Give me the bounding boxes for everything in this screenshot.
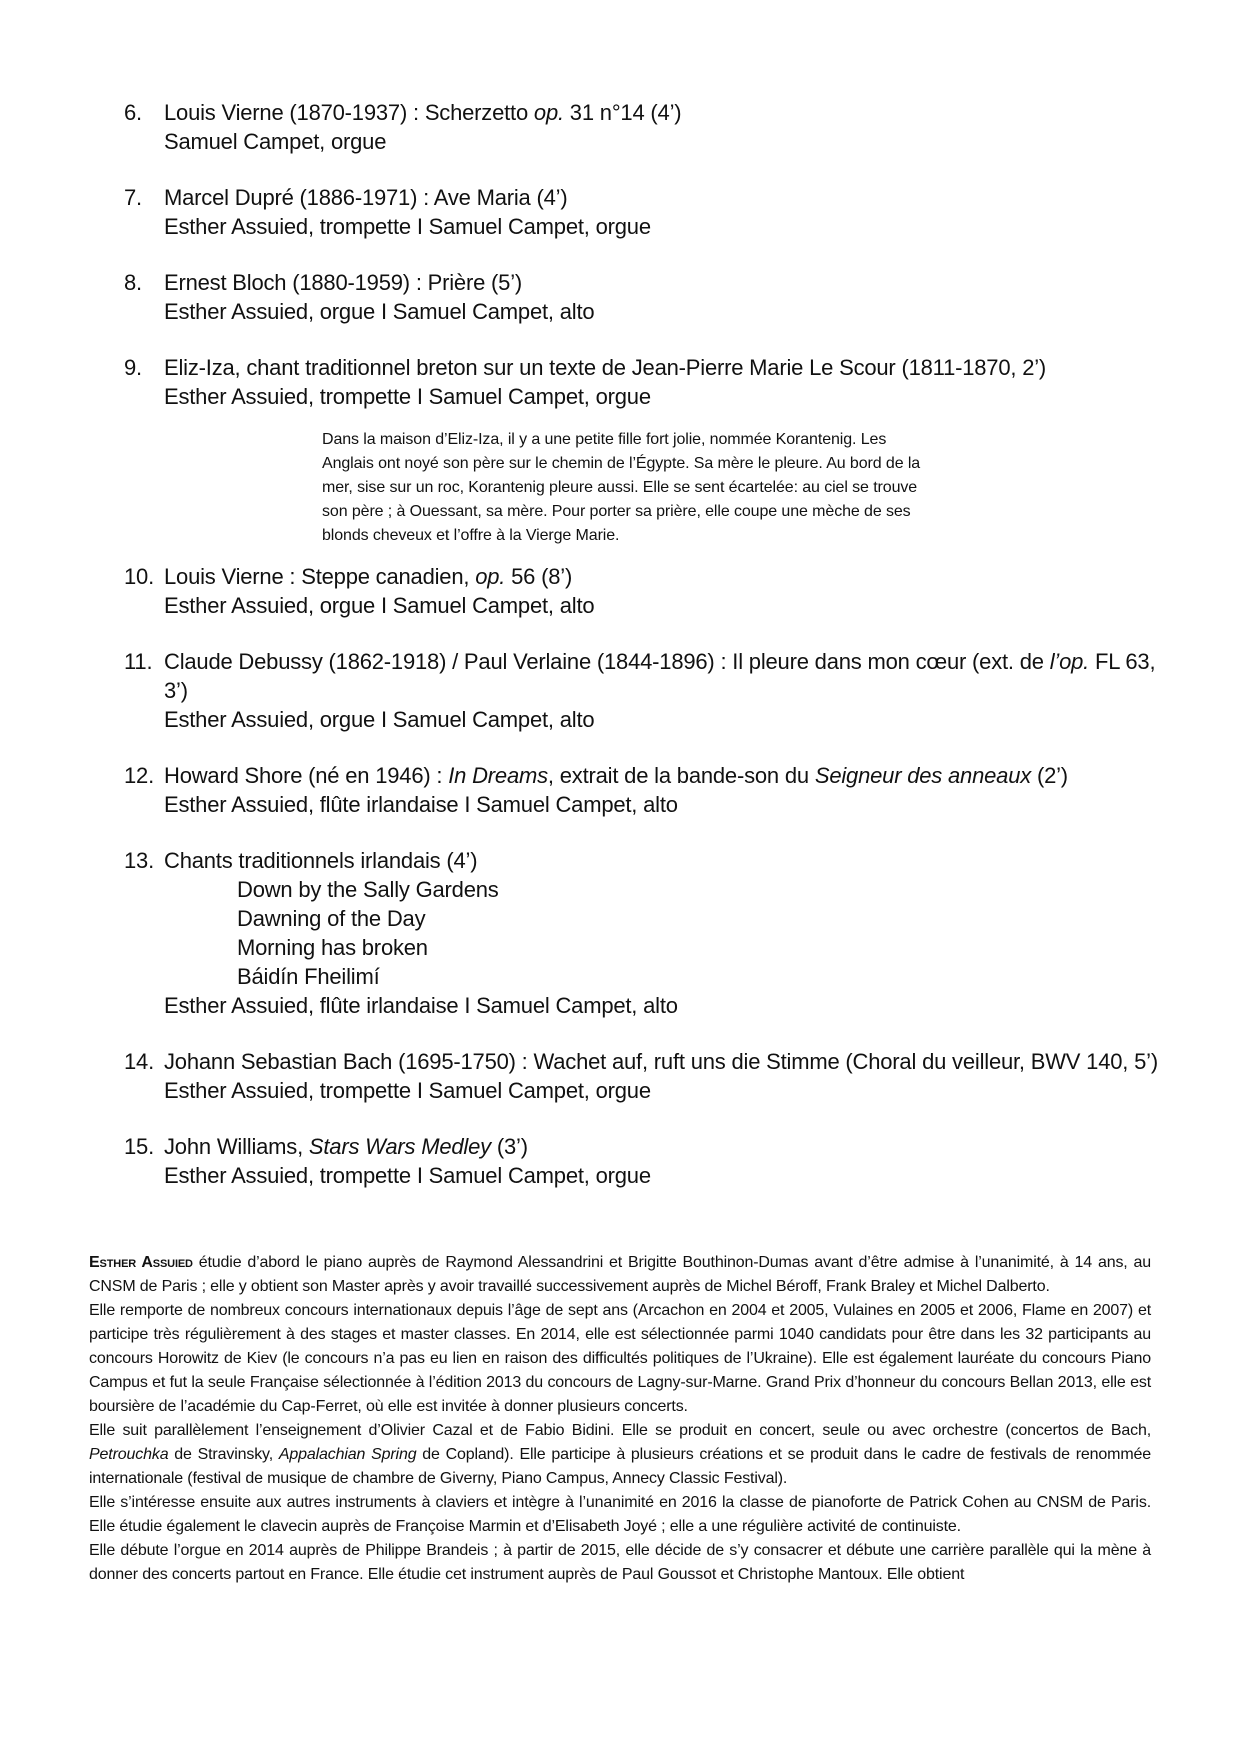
biography-section <box>89 1251 1151 1587</box>
program-item <box>124 1132 1164 1190</box>
title-fragment: , extrait de la bande-son du <box>547 763 815 788</box>
title-fragment: FL 63, 3’) <box>164 649 1156 703</box>
bio-paragraph <box>89 1299 1151 1419</box>
item-number: 6. <box>124 100 142 125</box>
title-fragment: (2’) <box>1031 763 1068 788</box>
item-performers: Esther Assuied, orgue I Samuel Campet, alto <box>164 593 595 618</box>
program-item <box>124 846 1164 1020</box>
bio-text: Elle suit parallèlement l’enseignement d’Olivier Cazal et de Fabio Bidini. Elle se produit en concert, seule ou avec orchestre (concertos de Bach, <box>89 1422 1151 1439</box>
title-fragment: 56 (8’) <box>505 564 573 589</box>
item-number: 8. <box>124 270 142 295</box>
item-performers: Esther Assuied, flûte irlandaise I Samuel Campet, alto <box>164 993 678 1018</box>
title-fragment: Chants traditionnels irlandais (4’) <box>164 848 478 873</box>
title-italic-fragment: op. <box>475 564 506 589</box>
title-italic-fragment: l’op. <box>1049 649 1090 674</box>
title-italic-fragment: In Dreams <box>448 763 548 788</box>
title-fragment: Eliz-Iza, chant traditionnel breton sur un texte de Jean-Pierre Marie Le Scour (1811-1870, 2’) <box>164 355 1047 380</box>
bio-italic-title: Appalachian Spring <box>278 1446 417 1463</box>
bio-text: de Copland). Elle participe à plusieurs créations et se produit dans le cadre de festivals de renommée internationale (festival de musique de chambre de Giverny, Piano Campus, Annecy Classic Festival). <box>89 1446 1151 1487</box>
title-italic-fragment: Stars Wars Medley <box>308 1134 491 1159</box>
title-italic-fragment: Seigneur des anneaux <box>814 763 1032 788</box>
item-title <box>164 98 1164 127</box>
item-title <box>164 183 1164 212</box>
item-performers: Esther Assuied, orgue I Samuel Campet, alto <box>164 299 595 324</box>
item-performers: Esther Assuied, orgue I Samuel Campet, alto <box>164 707 595 732</box>
bio-text: étudie d’abord le piano auprès de Raymond Alessandrini et Brigitte Bouthinon-Dumas avant d’être admise à l’unanimité, à 14 ans, au CNSM de Paris ; elle y obtient son Master après y avoir travaillé successivement auprès de Michel Béroff, Frank Braley et Michel Dalberto. <box>89 1254 1152 1295</box>
concert-program <box>124 98 1164 1217</box>
title-fragment: 31 n°14 (4’) <box>563 100 682 125</box>
title-fragment: Louis Vierne (1870-1937) : Scherzetto <box>164 100 534 125</box>
title-fragment: Marcel Dupré (1886-1971) : Ave Maria (4’) <box>164 185 568 210</box>
program-item <box>124 183 1164 241</box>
item-title <box>164 562 1164 591</box>
bio-paragraph <box>89 1539 1151 1587</box>
program-item <box>124 647 1164 734</box>
item-number: 11. <box>124 649 153 674</box>
item-performers: Esther Assuied, trompette I Samuel Campet, orgue <box>164 1078 651 1103</box>
title-fragment: Johann Sebastian Bach (1695-1750) : Wachet auf, ruft uns die Stimme (Choral du veilleur, BWV 140, 5’) <box>164 1049 1158 1074</box>
title-fragment: (3’) <box>490 1134 528 1159</box>
item-number: 7. <box>124 185 142 210</box>
item-title <box>164 268 1164 297</box>
bio-italic-title: Petrouchka <box>89 1446 169 1463</box>
item-title <box>164 353 1164 382</box>
title-fragment: Claude Debussy (1862-1918) / Paul Verlaine (1844-1896) : Il pleure dans mon cœur (ext. de <box>164 649 1050 674</box>
bio-text: Elle débute l’orgue en 2014 auprès de Philippe Brandeis ; à partir de 2015, elle décide de s’y consacrer et débute une carrière parallèle qui la mène à donner des concerts partout en France. Elle étudie cet instrument auprès de Paul Goussot et Christophe Mantoux. Elle obtient <box>89 1542 1151 1583</box>
item-performers: Esther Assuied, flûte irlandaise I Samuel Campet, alto <box>164 792 678 817</box>
item-number: 10. <box>124 564 154 589</box>
title-fragment: Howard Shore (né en 1946) : <box>164 763 449 788</box>
program-item <box>124 562 1164 620</box>
program-item <box>124 268 1164 326</box>
bio-paragraph <box>89 1491 1151 1539</box>
item-number: 14. <box>124 1049 154 1074</box>
bio-paragraph <box>89 1251 1151 1299</box>
title-italic-fragment: op. <box>533 100 564 125</box>
item-number: 15. <box>124 1134 154 1159</box>
item-performers: Samuel Campet, orgue <box>164 129 387 154</box>
song-title: Morning has broken <box>237 935 428 960</box>
bio-paragraph <box>89 1419 1151 1491</box>
program-item <box>124 98 1164 156</box>
title-fragment: Ernest Bloch (1880-1959) : Prière (5’) <box>164 270 523 295</box>
bio-name-smallcaps: Esther Assuied <box>89 1254 193 1271</box>
song-title: Dawning of the Day <box>237 906 426 931</box>
item-number: 9. <box>124 355 142 380</box>
bio-text: de Stravinsky, <box>168 1446 279 1463</box>
bio-text: Elle remporte de nombreux concours internationaux depuis l’âge de sept ans (Arcachon en 2004 et 2005, Vulaines en 2005 et 2006, Flame en 2007) et participe très régulièrement à des stages et master classes. En 2014, elle est sélectionnée parmi 1040 candidats pour être dans les 32 participants au concours Horowitz de Kiev (le concours n’a pas eu lien en raison des difficultés politiques de l’Ukraine). Elle est également lauréate du concours Piano Campus et fut la seule Française sélectionnée à l’édition 2013 du concours de Lagny-sur-Marne. Grand Prix d’honneur du concours Bellan 2013, elle est boursière de l’académie du Cap-Ferret, où elle est invitée à donner plusieurs concerts. <box>89 1302 1151 1415</box>
bio-text: Elle s’intéresse ensuite aux autres instruments à claviers et intègre à l’unanimité en 2016 la classe de pianoforte de Patrick Cohen au CNSM de Paris. Elle étudie également le clavecin auprès de Françoise Marmin et d’Elisabeth Joyé ; elle a une régulière activité de continuiste. <box>89 1494 1151 1535</box>
item-performers: Esther Assuied, trompette I Samuel Campet, orgue <box>164 1163 651 1188</box>
item-number: 13. <box>124 848 154 873</box>
item-performers: Esther Assuied, trompette I Samuel Campet, orgue <box>164 384 651 409</box>
item-note-text: Dans la maison d’Eliz-Iza, il y a une petite fille fort jolie, nommée Korantenig. Les Anglais ont noyé son père sur le chemin de l’Égypte. Sa mère le pleure. Au bord de la mer, sise sur un roc, Korantenig pleure aussi. Elle se sent écartelée: au ciel se trouve son père ; à Ouessant, sa mère. Pour porter sa prière, elle coupe une mèche de ses blonds cheveux et l’offre à la Vierge Marie. <box>322 431 921 544</box>
item-title <box>164 1132 1164 1161</box>
song-title: Báidín Fheilimí <box>237 964 380 989</box>
item-title <box>164 1047 1164 1076</box>
item-performers: Esther Assuied, trompette I Samuel Campet, orgue <box>164 214 651 239</box>
song-title: Down by the Sally Gardens <box>237 877 499 902</box>
program-item <box>124 353 1164 411</box>
title-fragment: Louis Vierne : Steppe canadien, <box>164 564 476 589</box>
title-fragment: John Williams, <box>164 1134 309 1159</box>
item-title <box>164 761 1164 790</box>
program-item <box>124 761 1164 819</box>
item-title <box>164 846 1164 875</box>
program-item <box>124 1047 1164 1105</box>
item-title <box>164 647 1164 705</box>
item-number: 12. <box>124 763 154 788</box>
